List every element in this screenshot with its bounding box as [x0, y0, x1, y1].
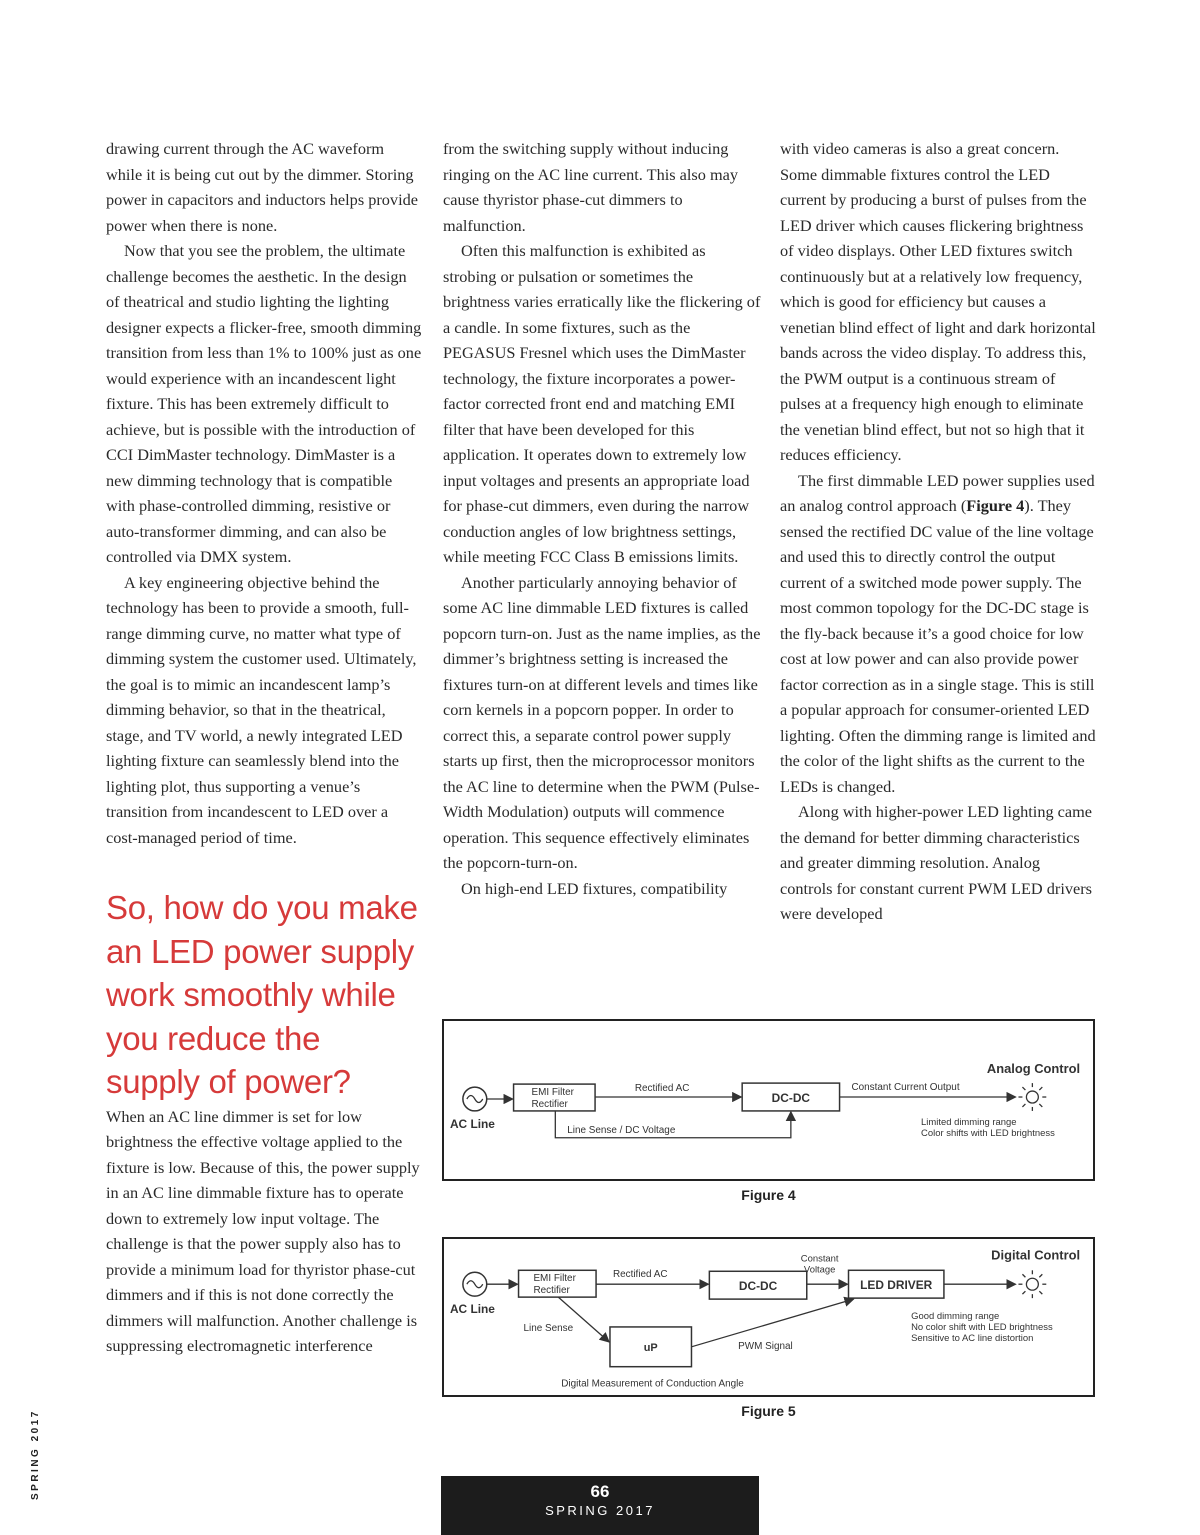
figure-4-emi-label: EMI Filter — [531, 1087, 574, 1099]
col3-paragraph-2 — [780, 468, 1096, 800]
column-2 — [443, 136, 761, 901]
figure-4-dcdc-label: DC-DC — [771, 1090, 811, 1105]
col1-paragraph-2: Now that you see the problem, the ultimate challenge becomes the aesthetic. In the design of theatrical and studio lighting the lighting designer expects a flicker-free, smooth dimming transition from less than 1% to 100% just as one would experience with an incandescent light fixture. This has been extremely difficult to achieve, but is possible with the introduction of CCI DimMaster technology. DimMaster is a new dimming technology that is compatible with phase-controlled dimming, resistive or auto-transformer dimming, and can also be controlled via DMX system. — [106, 241, 422, 566]
figure-5-diagram — [442, 1237, 1095, 1397]
figure-4-note-2: Color shifts with LED brightness — [921, 1127, 1055, 1139]
led-light-icon — [1018, 1270, 1046, 1298]
figure-5-emi-label: EMI Filter — [533, 1273, 576, 1285]
sine-wave-icon — [467, 1281, 483, 1288]
figure-4-svg — [444, 1021, 1093, 1179]
col2-paragraph-4: On high-end LED fixtures, compatibility — [461, 878, 728, 898]
section-headline: So, how do you make an LED power supply work smoothly while you reduce the supply of power? — [106, 889, 418, 1100]
figure-5-up-label: uP — [643, 1341, 658, 1354]
figure-4-caption: Figure 4 — [741, 1187, 796, 1203]
column-1 — [106, 136, 422, 1359]
figure-5-pwm-label: PWM Signal — [738, 1340, 793, 1352]
figure-5-note-1: Good dimming range — [911, 1310, 1000, 1322]
col1-paragraph-1: drawing current through the AC waveform while it is being cut out by the dimmer. Storing power in capacitors and inductors helps provide power when there is none. — [106, 139, 418, 235]
figure-5-note-3: Sensitive to AC line distortion — [911, 1332, 1034, 1344]
figure-4-title: Analog Control — [986, 1061, 1081, 1077]
figure-5-ac-line-label: AC Line — [449, 1302, 495, 1317]
figure-4-rectified-label: Rectified AC — [634, 1083, 690, 1095]
col1-paragraph-3: A key engineering objective behind the technology has been to provide a smooth, full-range dimming curve, no matter what type of dimming system the customer used. Ultimately, the goal is to mimic an incandescent lamp’s dimming behavior, so that in the theatrical, stage, and TV world, a newly integrated LED lighting fixture can seamlessly blend into the lighting plot, thus supporting a venue’s transition from incandescent to LED over a cost-managed period of time. — [106, 572, 417, 847]
col2-paragraph-3: Another particularly annoying behavior of some AC line dimmable LED fixtures is called popcorn turn-on. Just as the name implies, as the dimmer’s brightness setting is increased the fixtures turn-on at different levels and times like corn kernels in a popcorn popper. In order to correct this, a separate control power supply starts up first, then the microprocessor monitors the AC line to determine when the PWM (Pulse-Width Modulation) outputs will commence operation. This sequence effectively eliminates the popcorn-turn-on. — [443, 572, 761, 872]
col2-paragraph-1: from the switching supply without inducing ringing on the AC line current. This also may cause thyristor phase-cut dimmers to malfunction. — [443, 139, 738, 235]
figure-4-output-label: Constant Current Output — [851, 1082, 960, 1094]
col3-paragraph-2-end: ). They sensed the rectified DC value of the line voltage and used this to directly control the output current of a switched mode power supply. The most common topology for the DC-DC stage is the fly-back because it’s a good choice for low cost at low power and can also provide power factor correction as in a single stage. This is still a popular approach for consumer-oriented LED lighting. Often the dimming range is limited and the color of the light shifts as the current to the LEDs is changed. — [780, 496, 1096, 796]
figure-5-note-2: No color shift with LED brightness — [911, 1321, 1053, 1333]
figure-5-measure-label: Digital Measurement of Conduction Angle — [561, 1378, 744, 1390]
figure-5-pwm-path — [691, 1299, 853, 1347]
figure-5-svg — [444, 1239, 1093, 1395]
col3-paragraph-3: Along with higher-power LED lighting came the demand for better dimming characteristics and greater dimming resolution. Analog controls for constant current PWM LED drivers were developed — [780, 802, 1093, 923]
figure-5-led-driver-label: LED DRIVER — [860, 1278, 933, 1293]
side-issue-label: SPRING 2017 — [30, 1409, 41, 1500]
figure-5-title: Digital Control — [991, 1247, 1081, 1263]
col3-paragraph-2-start: The first dimmable LED power supplies used an analog control approach ( — [780, 470, 1095, 515]
col2-paragraph-2: Often this malfunction is exhibited as strobing or pulsation or sometimes the brightness varies erratically like the flickering of a candle. In some fixtures, such as the PEGASUS Fresnel which uses the DimMaster technology, the fixture incorporates a power-factor corrected front end and matching EMI filter that have been developed for this application. It operates down to extremely low input voltages and presents an appropriate load for phase-cut dimmers, even during the narrow conduction angles of low brightness settings, while meeting FCC Class B emissions limits. — [443, 241, 761, 566]
figure-5-caption: Figure 5 — [741, 1403, 796, 1419]
col3-paragraph-1: with video cameras is also a great concern. Some dimmable fixtures control the LED current by producing a burst of pulses from the LED driver which causes flickering brightness of video displays. Other LED fixtures switch continuously but at a relatively low frequency, which is good for efficiency but causes a venetian blind effect of light and dark horizontal bands across the video display. To address this, the PWM output is a continuous stream of pulses at a frequency high enough to eliminate the venetian blind effect, but not so high that it reduces efficiency. — [780, 139, 1096, 464]
figure-5-rectified-label: Rectified AC — [612, 1269, 668, 1281]
figure-5-constant-label: Constant — [800, 1253, 839, 1265]
figure-4-reference: Figure 4 — [966, 496, 1025, 515]
column-3 — [780, 136, 1096, 927]
footer-bar — [441, 1476, 759, 1535]
figure-5-rectifier-label: Rectifier — [533, 1285, 570, 1297]
figure-4-sense-label: Line Sense / DC Voltage — [567, 1124, 676, 1136]
led-light-icon — [1018, 1083, 1046, 1111]
figure-5-sense-label: Line Sense — [523, 1322, 574, 1334]
sine-wave-icon — [467, 1096, 483, 1103]
figure-4-ac-line-label: AC Line — [449, 1116, 495, 1131]
figure-5-voltage-label: Voltage — [803, 1264, 836, 1276]
page-number: 66 — [590, 1482, 610, 1501]
figure-4-note-1: Limited dimming range — [921, 1116, 1017, 1128]
col1-paragraph-4: When an AC line dimmer is set for low brightness the effective voltage applied to the fixture is low. Because of this, the power supply in an AC line dimmable fixture has to operate down to extremely low input voltage. The challenge is that the power supply also has to provide a minimum load for thyristor phase-cut dimmers and if this is not done correctly the dimmers will malfunction. Another challenge is suppressing electromagnetic interference — [106, 1106, 420, 1355]
figure-5-dcdc-label: DC-DC — [738, 1279, 778, 1294]
footer-issue: SPRING 2017 — [545, 1503, 655, 1518]
figure-4-rectifier-label: Rectifier — [531, 1098, 568, 1110]
figure-5-sense-path — [558, 1297, 609, 1342]
figure-4-diagram — [442, 1019, 1095, 1181]
